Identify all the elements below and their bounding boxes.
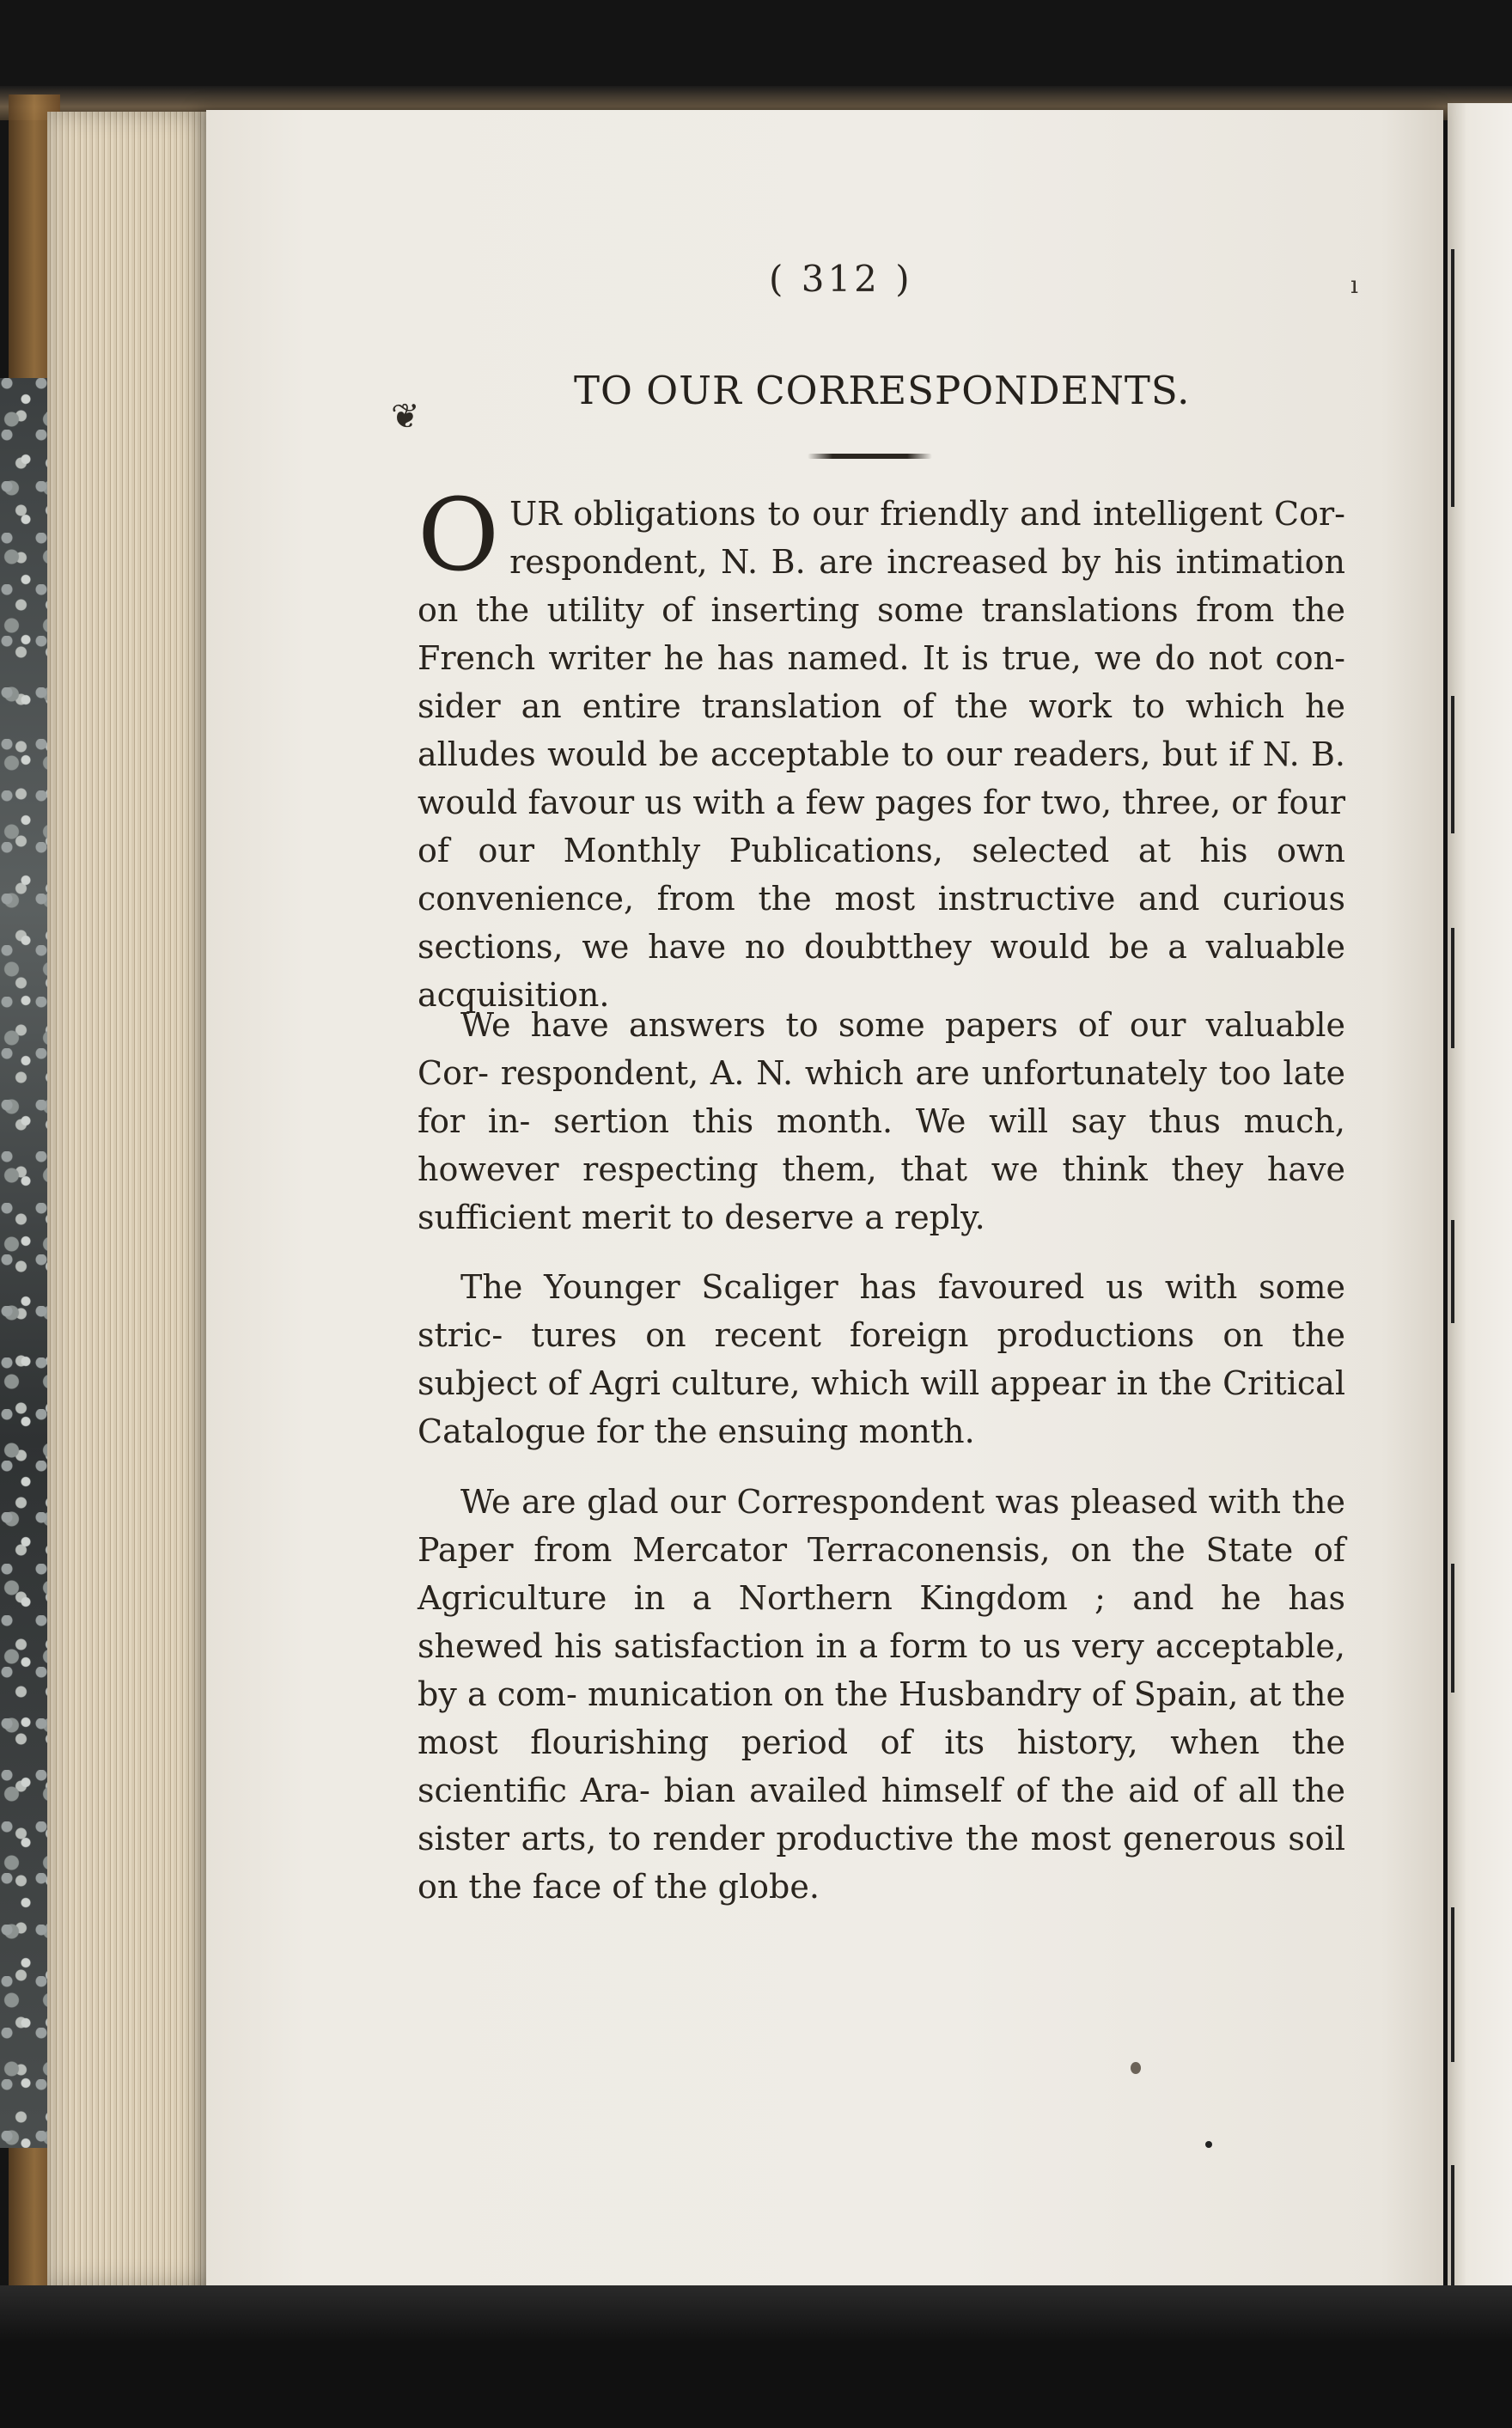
page-edges-stack [47,112,219,2285]
facing-page-fragment: ı [1350,271,1358,299]
ink-blot-ornament: ❦ [391,397,420,436]
drop-cap: O [418,478,500,594]
paragraph-2: We have answers to some papers of our valuable Cor- respondent, A. N. which are unfortunately too late for in- sertion this month. We will say thus much, however respecting them, that we think they have sufficient merit to deserve a reply. [418,1006,1345,1236]
background-shadow [0,2285,1512,2428]
paper-speck [1205,2141,1212,2148]
paragraph-1 [418,478,1345,1019]
page-number: ( 312 ) [769,258,913,300]
decorative-rule [808,454,932,459]
facing-page-edge [1448,103,1512,2285]
paragraph-3: The Younger Scaliger has favoured us with some stric- tures on recent foreign productions on the subject of Agri culture, which will appear in the Critical Catalogue for the ensuing month. [418,1268,1345,1450]
paragraph-1-text: UR obligations to our friendly and intelligent Cor- respondent, N. B. are increased by his intimation on the utility of inserting some translations from the French writer he has named. It is true, we do not con- sider an entire translation of the work to which he alludes would be acceptable to our readers, but if N. B. would favour us with a few pages for two, three, or four of our Monthly Publications, selected at his own convenience, from the most instructive and curious sections, we have no doubtthey would be a valuable acquisition. [418,495,1345,1014]
page-heading: TO OUR CORRESPONDENTS. [574,368,1191,413]
paper-speck [1131,2062,1141,2074]
paragraph-4: We are glad our Correspondent was pleased with the Paper from Mercator Terraconensis, on the State of Agriculture in a Northern Kingdom ; and he has shewed his satisfaction in a form to us very acceptable, by a com- munication on the Husbandry of Spain, at the most flourishing period of its history, when the scientific Ara- bian availed himself of the aid of all the sister arts, to render productive the most generous soil on the face of the globe. [418,1483,1345,1906]
